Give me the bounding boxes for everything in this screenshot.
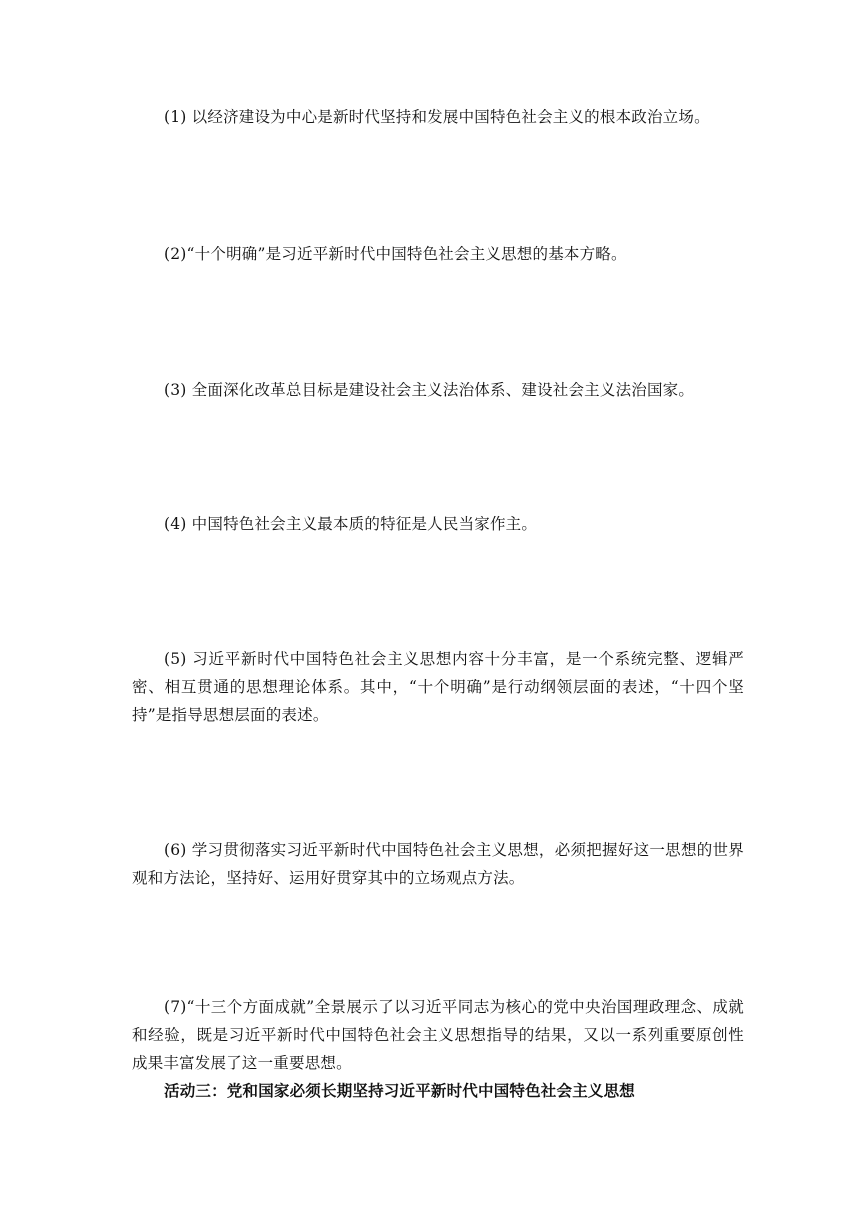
statement-7: (7)“十三个方面成就”全景展示了以习近平同志为核心的党中央治国理政理念、成就和经验，既是习近平新时代中国特色社会主义思想指导的结果，又以一系列重要原创性成果丰富发展了这一重要思想。 [132, 998, 744, 1072]
section-heading: 活动三：党和国家必须长期坚持习近平新时代中国特色社会主义思想 [164, 1082, 636, 1100]
statement-5: (5) 习近平新时代中国特色社会主义思想内容十分丰富，是一个系统完整、逻辑严密、相互贯通的思想理论体系。其中，“十个明确”是行动纲领层面的表述，“十四个坚持”是指导思想层面的表述。 [132, 650, 744, 724]
statement-6: (6) 学习贯彻落实习近平新时代中国特色社会主义思想，必须把握好这一思想的世界观和方法论，坚持好、运用好贯穿其中的立场观点方法。 [132, 841, 744, 887]
statement-1: (1) 以经济建设为中心是新时代坚持和发展中国特色社会主义的根本政治立场。 [164, 108, 710, 126]
statement-4: (4) 中国特色社会主义最本质的特征是人民当家作主。 [164, 515, 538, 533]
statement-2: (2)“十个明确”是习近平新时代中国特色社会主义思想的基本方略。 [164, 245, 627, 263]
statement-3: (3) 全面深化改革总目标是建设社会主义法治体系、建设社会主义法治国家。 [164, 381, 695, 399]
